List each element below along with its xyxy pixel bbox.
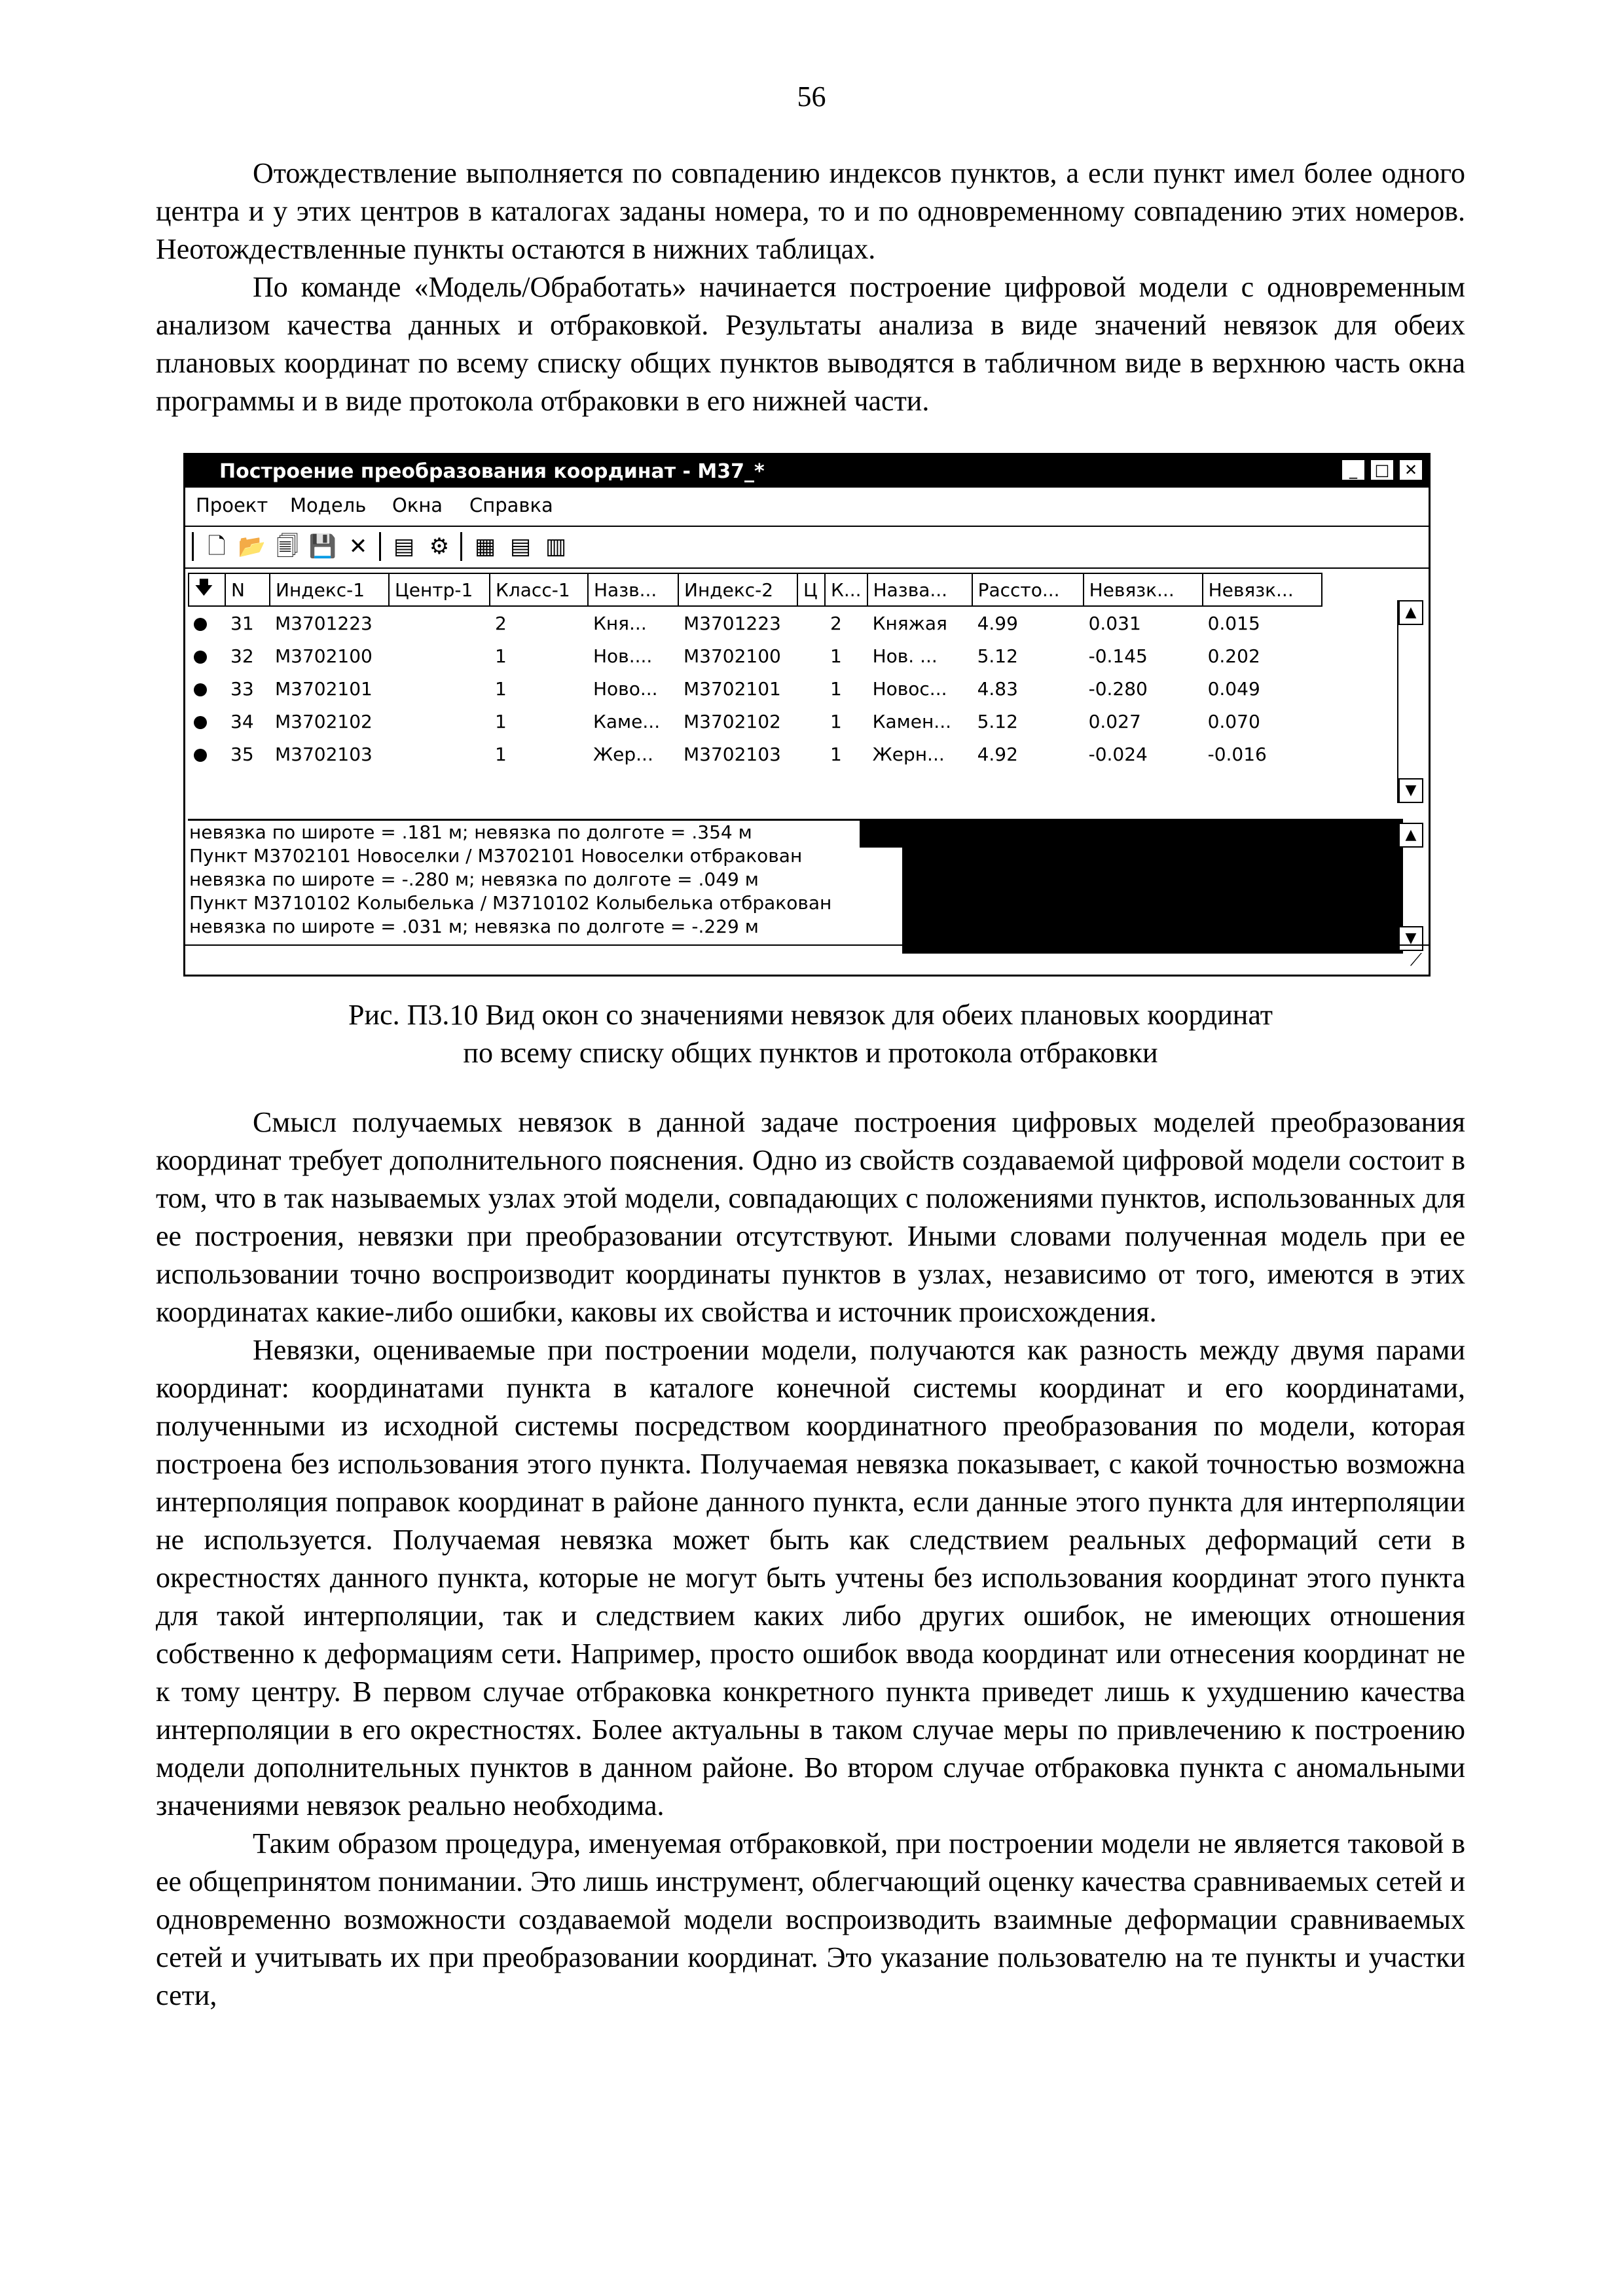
cell-name1: Жер... xyxy=(593,743,653,765)
toolbar xyxy=(185,526,1429,569)
maximize-button[interactable]: □ xyxy=(1370,459,1395,481)
column-header[interactable]: Ц xyxy=(797,573,825,606)
cell-c2 xyxy=(797,672,825,705)
toolbar-separator xyxy=(379,532,381,561)
cell-name2: Княжая xyxy=(872,612,947,634)
row-marker xyxy=(189,672,225,705)
cell-residual-lon: 0.202 xyxy=(1207,645,1260,667)
report-list-icon[interactable]: ▤ xyxy=(509,533,532,560)
toolbar-separator xyxy=(192,532,194,561)
caption-line-2: по всему списку общих пунктов и протокола отбраковки xyxy=(463,1037,1158,1069)
cell-name1: Каме... xyxy=(593,710,661,732)
scroll-down-icon[interactable]: ▼ xyxy=(1398,778,1423,803)
row-marker xyxy=(189,705,225,738)
cell-residual-lat: 0.027 xyxy=(1088,710,1141,732)
intro-paragraph-1: Отождествление выполняется по совпадению индексов пунктов, а если пункт имел более одного центра и у этих центров в каталогах заданы номера, то и по одновременному совпадению этих номеров. Неотождествленные пункты остаются в нижних таблицах. xyxy=(156,157,1465,265)
column-header[interactable]: Класс-1 xyxy=(490,573,588,606)
cell-class1: 1 xyxy=(495,677,507,700)
body-paragraph-3: Таким образом процедура, именуемая отбраковкой, при построении модели не является таковой в ее общепринятом понимании. Это лишь инструмент, облегчающий оценку качества сравниваемых сетей и одновременно возможности создаваемой модели воспроизводить взаимные деформации сравниваемых сетей и учитывать их при преобразовании координат. Это указание пользователю на те пункты и участки сети, xyxy=(156,1827,1465,2011)
cell-n: 32 xyxy=(230,645,254,667)
table-icon[interactable]: ▤ xyxy=(393,533,415,560)
menu-project[interactable]: Проект xyxy=(196,494,268,516)
log-line: Пункт M3710102 Колыбелька / M3710102 Колыбелька отбракован xyxy=(189,892,832,914)
log-scrollbar[interactable] xyxy=(1397,823,1425,951)
table-row[interactable] xyxy=(189,672,1322,705)
cell-n: 31 xyxy=(230,612,254,634)
body-paragraph-1: Смысл получаемых невязок в данной задаче построения цифровых моделей преобразования координат требует дополнительного пояснения. Одно из свойств создаваемой цифровой модели состоит в том, что в так называемых узлах этой модели, совпадающих с положениями пунктов, использованных для ее построения, невязки при преобразовании отсутствуют. Иными словами полученная модель при ее использовании точно воспроизводит координаты пунктов в узлах, независимо от того, имеются в этих координатах какие-либо ошибки, каковы их свойства и источник происхождения. xyxy=(156,1106,1465,1328)
cell-residual-lon: 0.015 xyxy=(1207,612,1260,634)
cell-distance: 4.99 xyxy=(977,612,1018,634)
cell-name2: Новос... xyxy=(872,677,947,700)
cell-k2: 1 xyxy=(830,710,842,732)
column-header[interactable]: Назв... xyxy=(588,573,678,606)
cell-c2 xyxy=(797,705,825,738)
cell-distance: 5.12 xyxy=(977,710,1018,732)
cell-center1 xyxy=(389,705,490,738)
scroll-up-icon[interactable]: ▲ xyxy=(1398,600,1423,625)
log-line: невязка по широте = .181 м; невязка по долготе = .354 м xyxy=(189,821,752,843)
cell-index2: M3702101 xyxy=(684,677,781,700)
cell-c2 xyxy=(797,738,825,770)
cell-class1: 2 xyxy=(495,612,507,634)
point-icon xyxy=(194,683,207,696)
redacted-area xyxy=(902,846,1403,954)
cell-class1: 1 xyxy=(495,710,507,732)
table-row[interactable] xyxy=(189,639,1322,672)
cell-class1: 1 xyxy=(495,645,507,667)
row-marker xyxy=(189,606,225,639)
cell-distance: 4.92 xyxy=(977,743,1018,765)
report-detail-icon[interactable]: ▥ xyxy=(545,533,567,560)
log-line: невязка по широте = -.280 м; невязка по долготе = .049 м xyxy=(189,869,759,890)
column-header[interactable]: Индекс-1 xyxy=(270,573,389,606)
page-number: 56 xyxy=(797,81,826,113)
column-header[interactable]: Невязк... xyxy=(1084,573,1203,606)
delete-icon[interactable]: ✕ xyxy=(348,533,368,560)
figure-caption xyxy=(156,996,1465,1072)
cell-name2: Жерн... xyxy=(872,743,945,765)
table-row[interactable] xyxy=(189,738,1322,770)
status-bar xyxy=(185,944,1429,975)
cell-class1: 1 xyxy=(495,743,507,765)
menu-windows[interactable]: Окна xyxy=(392,494,443,516)
caption-line-1: Рис. П3.10 Вид окон со значениями невязок для обеих плановых координат xyxy=(348,999,1273,1031)
point-icon xyxy=(194,716,207,729)
cell-index1: M3701223 xyxy=(275,612,373,634)
cell-index1: M3702100 xyxy=(275,645,373,667)
table-row[interactable] xyxy=(189,705,1322,738)
window-title: Построение преобразования координат - M37_* xyxy=(219,460,765,483)
cell-distance: 5.12 xyxy=(977,645,1018,667)
log-line: Пункт M3702101 Новоселки / M3702101 Новоселки отбракован xyxy=(189,845,803,867)
cell-index1: M3702101 xyxy=(275,677,373,700)
cell-residual-lon: 0.070 xyxy=(1207,710,1260,732)
cell-name2: Нов. ... xyxy=(872,645,938,667)
intro-text xyxy=(156,154,1465,420)
column-header[interactable]: Центр-1 xyxy=(389,573,490,606)
cell-index1: M3702102 xyxy=(275,710,373,732)
new-document-icon[interactable]: 🗋 xyxy=(208,533,226,560)
resize-grip-icon[interactable]: ⟋ xyxy=(1410,950,1422,970)
column-header[interactable]: Невязк... xyxy=(1203,573,1322,606)
cell-center1 xyxy=(389,639,490,672)
scroll-up-icon[interactable]: ▲ xyxy=(1398,823,1423,848)
cell-k2: 2 xyxy=(830,612,842,634)
cell-name2: Камен... xyxy=(872,710,951,732)
menu-model[interactable]: Модель xyxy=(290,494,367,516)
column-header[interactable]: К... xyxy=(825,573,867,606)
cell-distance: 4.83 xyxy=(977,677,1018,700)
cell-name1: Ново... xyxy=(593,677,658,700)
open-folder-icon[interactable]: 📂 xyxy=(238,533,266,560)
menu-bar xyxy=(185,492,1429,522)
log-line: невязка по широте = .031 м; невязка по долготе = -.229 м xyxy=(189,916,759,937)
redacted-area xyxy=(860,819,1403,848)
title-bar xyxy=(185,455,1429,488)
results-grid xyxy=(188,573,1393,795)
close-button[interactable]: ✕ xyxy=(1398,459,1423,481)
menu-help[interactable]: Справка xyxy=(469,494,553,516)
cell-residual-lon: 0.049 xyxy=(1207,677,1260,700)
intro-paragraph-2: По команде «Модель/Обработать» начинается построение цифровой модели с одновременным анализом качества данных и отбраковкой. Результаты анализа в виде значений невязок для обеих плановых координат по всему списку общих пунктов выводятся в табличном виде в верхнюю часть окна программы и в виде протокола отбраковки в его нижней части. xyxy=(156,271,1465,417)
toolbar-separator xyxy=(460,532,462,561)
cell-residual-lat: 0.031 xyxy=(1088,612,1141,634)
column-header-marker[interactable]: 🡇 xyxy=(189,573,225,606)
app-window xyxy=(183,453,1431,977)
cell-name1: Кня... xyxy=(593,612,647,634)
cell-n: 35 xyxy=(230,743,254,765)
cell-index2: M3702100 xyxy=(684,645,781,667)
grid-scrollbar[interactable] xyxy=(1397,600,1425,803)
cell-k2: 1 xyxy=(830,743,842,765)
table-row[interactable] xyxy=(189,606,1322,639)
body-text xyxy=(156,1103,1465,2015)
scroll-down-icon[interactable]: ▼ xyxy=(1398,926,1423,951)
body-paragraph-2: Невязки, оцениваемые при построении модели, получаются как разность между двумя парами координат: координатами пункта в каталоге конечной системы координат и его координатами, полученными из исходной системы посредством координатного преобразования по модели, которая построена без использования этого пункта. Получаемая невязка показывает, с какой точностью возможна интерполяция поправок координат в районе данного пункта, если данные этого пункта для интерполяции не используется. Получаемая невязка может быть как следствием реальных деформаций сети в окрестностях данного пункта, которые не могут быть учтены без использования координат этого пункта для такой интерполяции, так и следствием каких либо других ошибок, не имеющих отношения собственно к деформациям сети. Например, просто ошибок ввода координат или отнесения координат не к тому центру. В первом случае отбраковка конкретного пункта приведет лишь к ухудшению качества интерполяции в его окрестностях. Более актуальны в таком случае меры по привлечению к построению модели дополнительных пунктов в данном районе. Во втором случае отбраковка пункта с аномальными значениями невязок реально необходима. xyxy=(156,1334,1465,1821)
process-icon[interactable]: ⚙ xyxy=(429,533,450,560)
column-header[interactable]: Рассто... xyxy=(972,573,1084,606)
cell-name1: Нов.... xyxy=(593,645,653,667)
report-icon[interactable]: ▦ xyxy=(474,533,496,560)
cell-k2: 1 xyxy=(830,677,842,700)
cell-center1 xyxy=(389,672,490,705)
cell-residual-lat: -0.145 xyxy=(1088,645,1148,667)
row-marker xyxy=(189,639,225,672)
cell-index2: M3702102 xyxy=(684,710,781,732)
cell-n: 34 xyxy=(230,710,254,732)
point-icon xyxy=(194,618,207,631)
column-header[interactable]: Назва... xyxy=(867,573,972,606)
cell-index2: M3701223 xyxy=(684,612,781,634)
cell-residual-lon: -0.016 xyxy=(1207,743,1267,765)
cell-index1: M3702103 xyxy=(275,743,373,765)
column-header[interactable]: N xyxy=(225,573,270,606)
cell-center1 xyxy=(389,606,490,639)
grid-header-row xyxy=(189,573,1322,606)
minimize-button[interactable]: _ xyxy=(1341,459,1366,481)
cell-center1 xyxy=(389,738,490,770)
column-header[interactable]: Индекс-2 xyxy=(678,573,797,606)
save-icon[interactable]: 💾 xyxy=(308,533,337,560)
point-icon xyxy=(194,749,207,762)
cell-k2: 1 xyxy=(830,645,842,667)
cell-n: 33 xyxy=(230,677,254,700)
cell-c2 xyxy=(797,639,825,672)
cell-residual-lat: -0.024 xyxy=(1088,743,1148,765)
cell-index2: M3702103 xyxy=(684,743,781,765)
properties-icon[interactable]: 🗐 xyxy=(276,533,299,560)
cell-c2 xyxy=(797,606,825,639)
cell-residual-lat: -0.280 xyxy=(1088,677,1148,700)
point-icon xyxy=(194,651,207,664)
row-marker xyxy=(189,738,225,770)
